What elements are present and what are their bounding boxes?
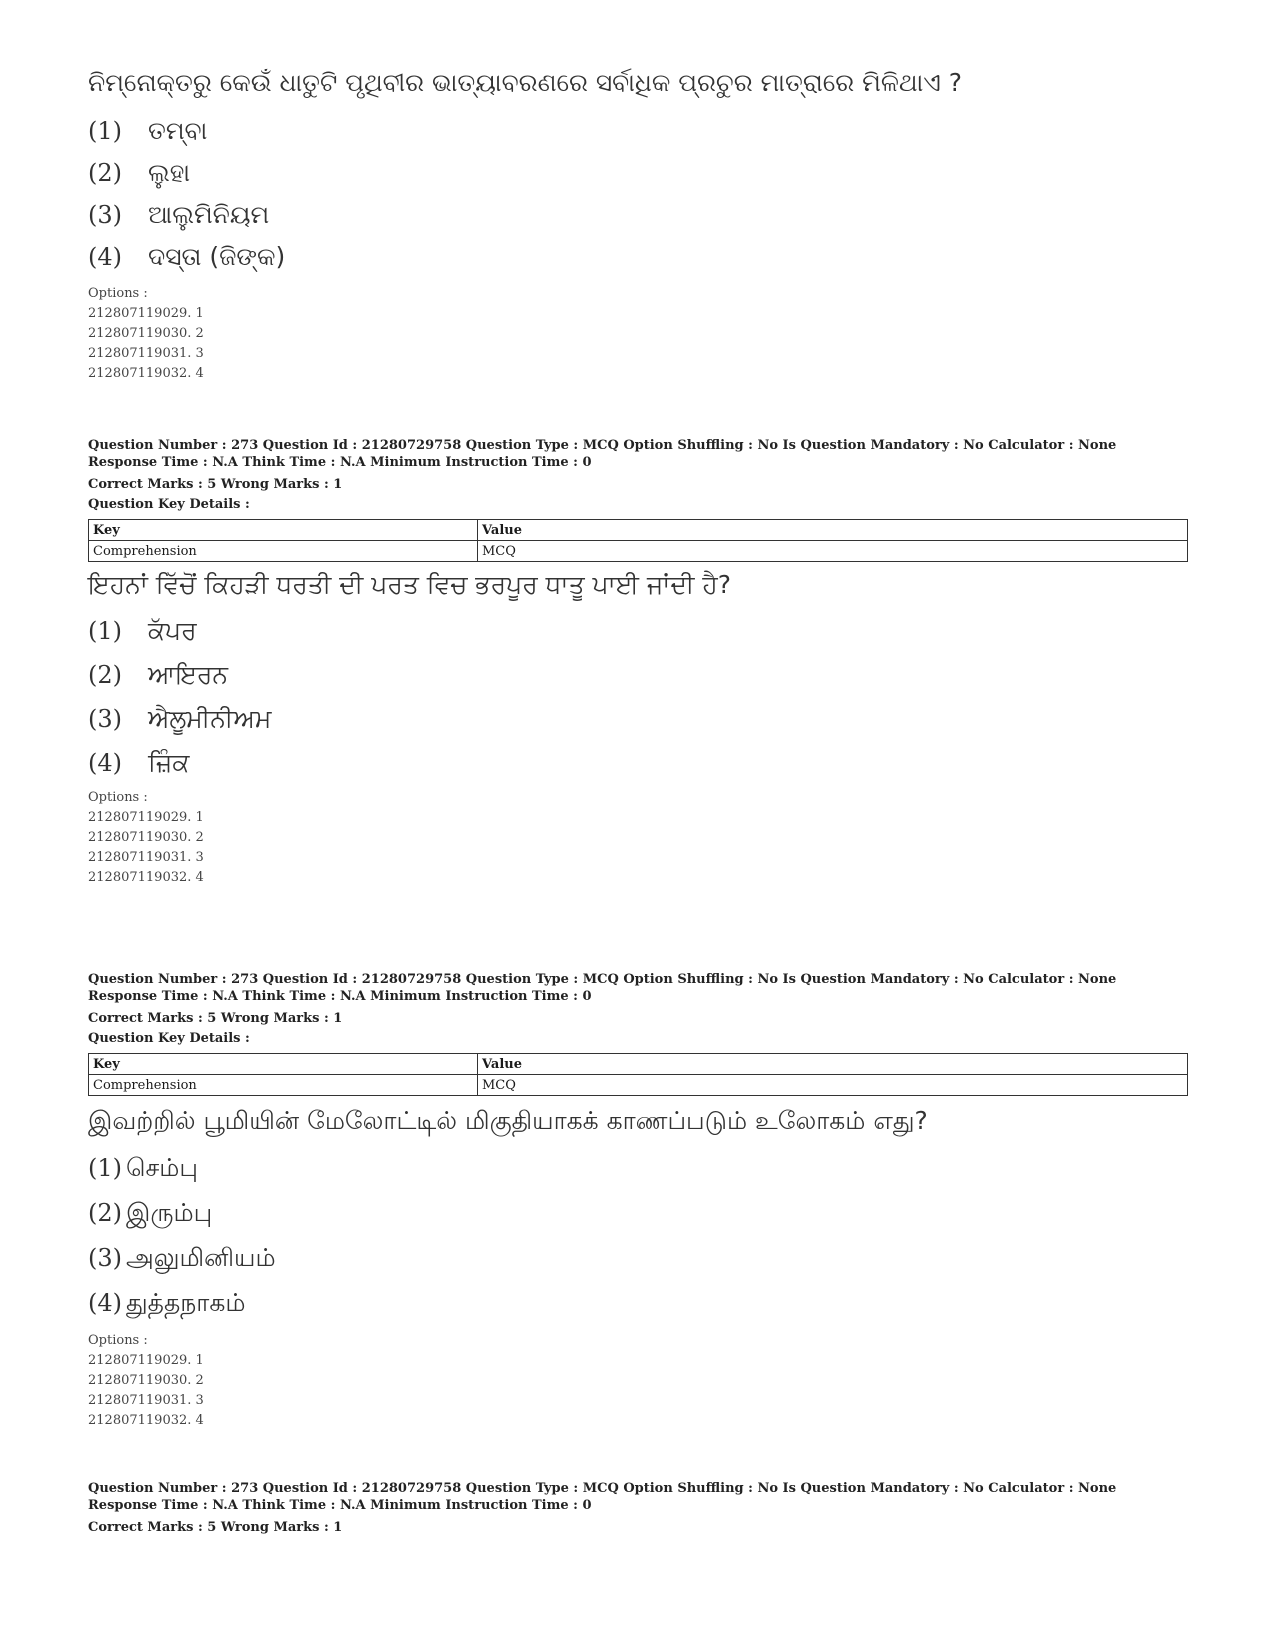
- option-id: 212807119032. 4: [88, 1413, 204, 1428]
- option-1: [88, 616, 1188, 646]
- option-4: [88, 242, 962, 272]
- question-meta-line: Response Time : N.A Think Time : N.A Minimum Instruction Time : 0: [88, 455, 592, 470]
- table-header-row: [89, 1054, 1188, 1075]
- question-meta-line: Response Time : N.A Think Time : N.A Minimum Instruction Time : 0: [88, 1498, 592, 1513]
- option-id: 212807119030. 2: [88, 1373, 204, 1388]
- option-id: 212807119032. 4: [88, 870, 204, 885]
- option-id: 212807119031. 3: [88, 1393, 204, 1408]
- question-meta-line: Question Number : 273 Question Id : 21280729758 Question Type : MCQ Option Shuffling : No Is Question Mandatory : No Calculator : None: [88, 1481, 1117, 1496]
- question-text: ନିମ୍ନୋକ୍ତରୁ କେଉଁ ଧାତୁଟି ପୃଥିବୀର ଭାତ୍ୟାବରଣରେ ସର୍ବାଧିକ ପ୍ରଚୁର ମାତ୍ରାରେ ମିଳିଥାଏ ?: [88, 68, 963, 97]
- option-text: ਜ਼ਿੰਕ: [148, 748, 190, 777]
- option-text: ଦସ୍ତା (ଜିଙ୍କ): [148, 242, 286, 271]
- key-details-table: [88, 1053, 1188, 1096]
- option-text: ଆଲୁମିନିୟମ: [148, 200, 270, 229]
- option-number: (2): [88, 661, 122, 689]
- marks-line: Correct Marks : 5 Wrong Marks : 1: [88, 1011, 343, 1026]
- key-details-table: [88, 519, 1188, 562]
- option-text: இரும்பு: [126, 1198, 213, 1227]
- option-number: (2): [88, 159, 122, 187]
- table-header-row: [89, 520, 1188, 541]
- option-text: ਐਲੂਮੀਨੀਅਮ: [148, 704, 272, 733]
- table-header-value: Value: [478, 520, 1188, 541]
- option-2: [88, 1198, 1188, 1231]
- table-header-key: Key: [89, 520, 478, 541]
- option-3: [88, 704, 1188, 734]
- marks-line: Correct Marks : 5 Wrong Marks : 1: [88, 1520, 343, 1535]
- question-block-odia: [88, 68, 962, 384]
- options-label: Options :: [88, 286, 148, 301]
- question-block-footer-meta: [88, 1480, 1116, 1538]
- option-number: (3): [88, 1244, 122, 1272]
- option-number: (1): [88, 1154, 122, 1182]
- option-2: [88, 660, 1188, 690]
- table-header-value: Value: [478, 1054, 1188, 1075]
- marks-line: Correct Marks : 5 Wrong Marks : 1: [88, 477, 343, 492]
- table-row: [89, 1075, 1188, 1096]
- table-cell-key: Comprehension: [89, 541, 478, 562]
- option-number: (4): [88, 1289, 122, 1317]
- option-number: (2): [88, 1199, 122, 1227]
- table-header-key: Key: [89, 1054, 478, 1075]
- option-3: [88, 200, 962, 230]
- option-1: [88, 116, 962, 146]
- option-id: 212807119030. 2: [88, 326, 204, 341]
- option-text: ଲୁହା: [148, 158, 191, 187]
- key-details-label: Question Key Details :: [88, 1031, 250, 1046]
- option-id: 212807119030. 2: [88, 830, 204, 845]
- question-block-tamil: [88, 971, 1188, 1431]
- option-text: ਕੱਪਰ: [148, 616, 197, 645]
- option-number: (4): [88, 243, 122, 271]
- option-id-list: [88, 284, 962, 384]
- table-cell-key: Comprehension: [89, 1075, 478, 1096]
- option-3: [88, 1243, 1188, 1276]
- option-number: (1): [88, 617, 122, 645]
- key-details-label: Question Key Details :: [88, 497, 250, 512]
- options-label: Options :: [88, 1333, 148, 1348]
- option-number: (3): [88, 705, 122, 733]
- option-number: (3): [88, 201, 122, 229]
- options-label: Options :: [88, 790, 148, 805]
- table-row: [89, 541, 1188, 562]
- table-cell-value: MCQ: [478, 541, 1188, 562]
- option-text: செம்பு: [126, 1153, 199, 1182]
- option-id-list: [88, 788, 1188, 888]
- question-meta-line: Question Number : 273 Question Id : 21280729758 Question Type : MCQ Option Shuffling : No Is Question Mandatory : No Calculator : None: [88, 972, 1117, 987]
- option-text: ତମ୍ବା: [148, 116, 208, 145]
- table-cell-value: MCQ: [478, 1075, 1188, 1096]
- option-text: துத்தநாகம்: [126, 1288, 246, 1317]
- option-id: 212807119031. 3: [88, 850, 204, 865]
- option-number: (4): [88, 749, 122, 777]
- question-text: ਇਹਨਾਂ ਵਿੱਚੋਂ ਕਿਹੜੀ ਧਰਤੀ ਦੀ ਪਰਤ ਵਿਚ ਭਰਪੂਰ ਧਾਤੂ ਪਾਈ ਜਾਂਦੀ ਹੈ?: [88, 570, 731, 599]
- question-meta-line: Response Time : N.A Think Time : N.A Minimum Instruction Time : 0: [88, 989, 592, 1004]
- option-id: 212807119031. 3: [88, 346, 204, 361]
- option-4: [88, 748, 1188, 778]
- option-2: [88, 158, 962, 188]
- option-4: [88, 1288, 1188, 1321]
- option-id: 212807119029. 1: [88, 1353, 204, 1368]
- option-id: 212807119029. 1: [88, 810, 204, 825]
- option-text: ਆਇਰਨ: [148, 660, 229, 689]
- option-id: 212807119029. 1: [88, 306, 204, 321]
- question-meta-line: Question Number : 273 Question Id : 21280729758 Question Type : MCQ Option Shuffling : No Is Question Mandatory : No Calculator : None: [88, 438, 1117, 453]
- question-block-punjabi: [88, 437, 1188, 888]
- question-text: இவற்றில் பூமியின் மேலோட்டில் மிகுதியாகக் காணப்படும் உலோகம் எது?: [88, 1106, 928, 1135]
- option-id-list: [88, 1331, 1188, 1431]
- option-1: [88, 1153, 1188, 1186]
- option-number: (1): [88, 117, 122, 145]
- option-text: அலுமினியம்: [126, 1243, 276, 1272]
- option-id: 212807119032. 4: [88, 366, 204, 381]
